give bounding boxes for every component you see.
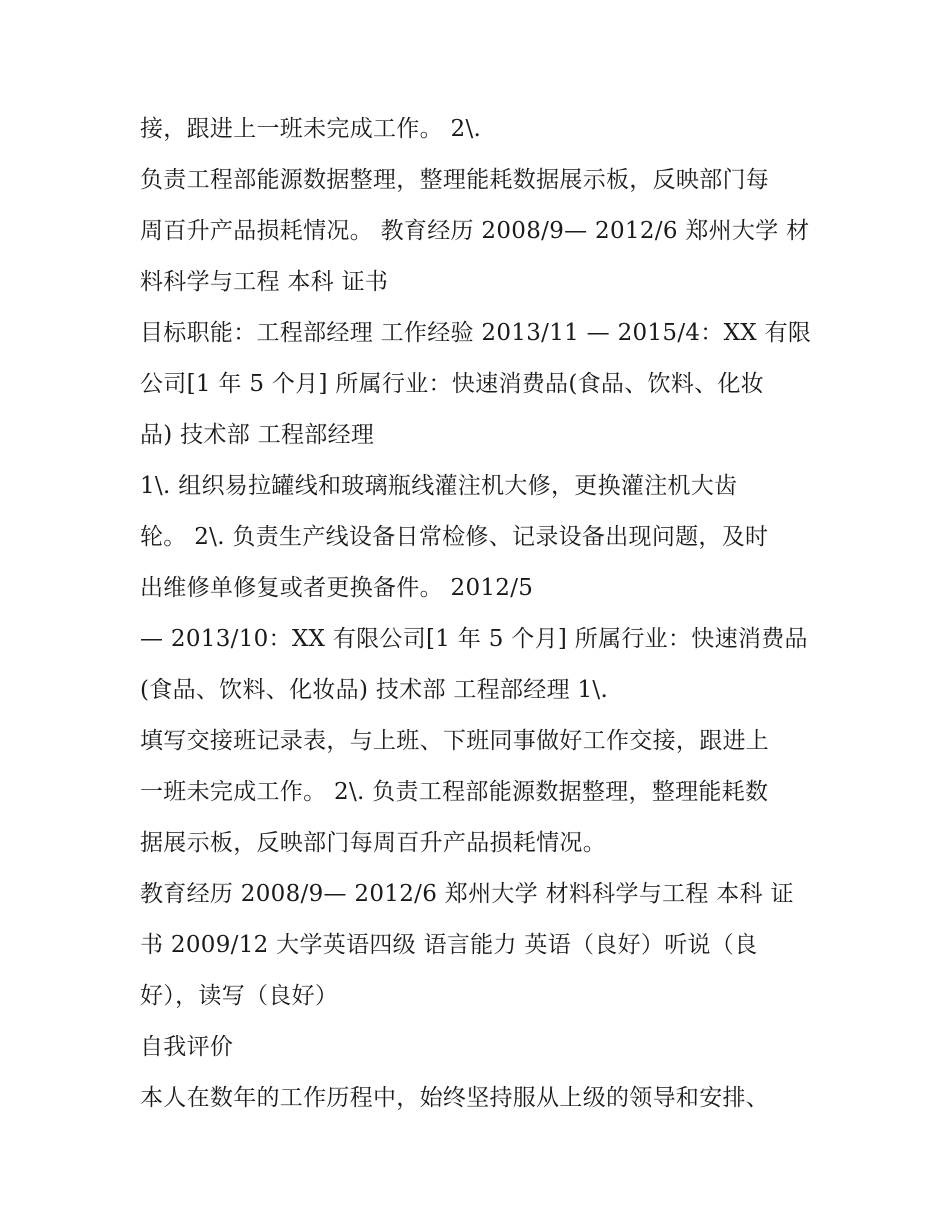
text-line: (食品、饮料、化妆品) 技术部 工程部经理 1\. [140,677,609,703]
text-line: 据展示板，反映部门每周百升产品损耗情况。 [140,830,606,856]
text-line: — 2013/10：XX 有限公司[1 年 5 个月] 所属行业：快速消费品 [140,626,808,652]
text-line: 品) 技术部 工程部经理 [140,422,375,448]
text-line: 目标职能：工程部经理 工作经验 2013/11 — 2015/4：XX 有限 [140,320,812,346]
text-line: 本人在数年的工作历程中，始终坚持服从上级的领导和安排、 [140,1085,770,1111]
text-line: 接，跟进上一班未完成工作。 2\. [140,116,482,142]
text-line: 料科学与工程 本科 证书 [140,269,389,295]
text-line: 负责工程部能源数据整理，整理能耗数据展示板，反映部门每 [140,167,770,193]
text-line: 教育经历 2008/9— 2012/6 郑州大学 材料科学与工程 本科 证 [140,881,794,907]
text-line: 轮。 2\. 负责生产线设备日常检修、记录设备出现问题，及时 [140,524,769,550]
text-line: 书 2009/12 大学英语四级 语言能力 英语（良好）听说（良 [140,932,758,958]
text-line: 1\. 组织易拉罐线和玻璃瓶线灌注机大修，更换灌注机大齿 [140,473,738,499]
text-line: 填写交接班记录表，与上班、下班同事做好工作交接，跟进上 [140,728,770,754]
text-line: 出维修单修复或者更换备件。 2012/5 [140,575,534,601]
section-heading: 自我评价 [140,1034,234,1060]
text-line: 周百升产品损耗情况。 教育经历 2008/9— 2012/6 郑州大学 材 [140,218,810,244]
text-line: 公司[1 年 5 个月] 所属行业：快速消费品(食品、饮料、化妆 [140,371,765,397]
text-line: 一班未完成工作。 2\. 负责工程部能源数据整理，整理能耗数 [140,779,769,805]
text-line: 好），读写（良好） [140,983,339,1009]
document-body [140,104,820,1124]
